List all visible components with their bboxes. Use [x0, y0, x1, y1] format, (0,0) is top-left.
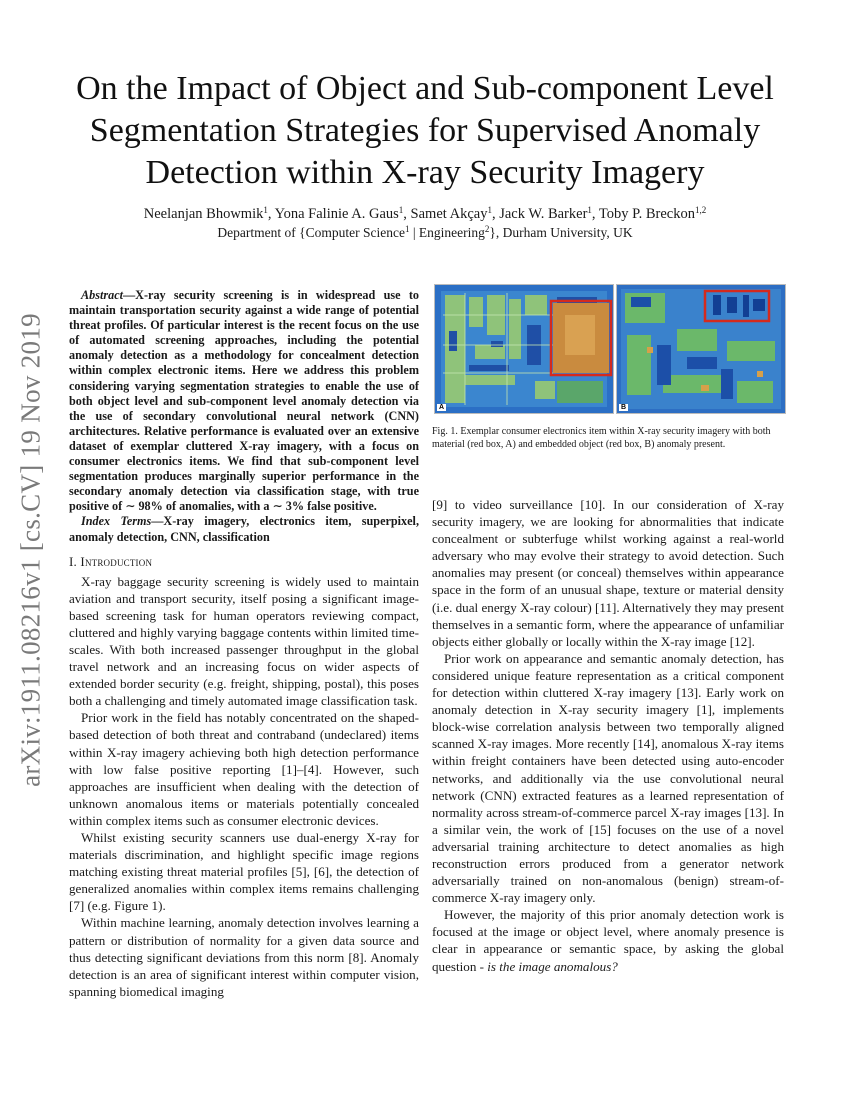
paper-title: On the Impact of Object and Sub-component Level Segmentation Strategies for Supervised Anomaly Detection within X-ray Security Imagery: [76, 70, 774, 191]
author-name: Toby P. Breckon: [598, 206, 695, 222]
author-name: Yona Falinie A. Gaus: [274, 206, 399, 222]
author-affiliation-mark: 1: [398, 205, 404, 215]
figure-1: [434, 284, 784, 414]
figure-caption: Fig. 1. Exemplar consumer electronics item within X-ray security imagery with both material (red box, A) and embedded object (red box, B) anomaly present.: [432, 426, 771, 450]
index-terms: [69, 514, 419, 544]
xray-electronics-image: [617, 285, 785, 413]
abstract: [69, 288, 419, 514]
author-affiliation-mark: 1: [487, 205, 492, 215]
right-column: [432, 496, 784, 975]
author-affiliation-mark: 1: [587, 205, 592, 215]
index-terms-text: —X-ray imagery, electronics item, superpixel, anomaly detection, CNN, classification: [69, 514, 419, 544]
body-paragraph: Within machine learning, anomaly detection involves learning a pattern or distribution of normality for a given data source and thus detecting significant deviations from this norm [8]. Anomaly detection is an area of significant interest within computer vision, spanning biomedical imaging: [69, 915, 419, 999]
body-paragraph: Prior work in the field has notably concentrated on the shaped-based detection of both threat and contraband (undeclared) items within X-ray imagery achieving both high detection performance with low false positive reporting [1]–[4]. However, such approaches are insufficient when dealing with the detection of unknown anomalous items or materials potentially concealed within complex items such as consumer electronic devices.: [69, 710, 419, 828]
index-terms-label: Index Terms: [81, 514, 152, 529]
arxiv-stamp[interactable]: [0, 300, 62, 800]
abstract-text: —X-ray security screening is in widespread use to maintain transportation security against a wide range of potential threat profiles. Of particular interest is the recent focus on the use of automated screening approaches, including the potential anomaly detection as a methodology for concealment detection within complex electronic items. Here we address this problem considering varying segmentation strategies to enable the use of both object level and sub-component level anomaly detection via the use of secondary convolutional neural network (CNN) architectures. Relative performance is evaluated over an extensive dataset of exemplar cluttered X-ray imagery, with a focus on consumer electronics items. We find that sub-component level segmentation produces marginally superior performance in the secondary anomaly detection via classification stage, with true positive of ∼ 98% of anomalies, with a ∼ 3% false positive.: [69, 288, 419, 514]
author-affiliation-mark: 1,2: [694, 205, 707, 215]
emphasized-question: is the image anomalous?: [487, 958, 618, 974]
xray-image-a: [434, 284, 614, 414]
left-column: [69, 288, 419, 1000]
panel-label-b: B: [621, 404, 627, 411]
abstract-label: Abstract: [81, 288, 123, 302]
body-paragraph: Prior work on appearance and semantic anomaly detection, has considered unique feature representation as a critical component for detection within cluttered X-ray imagery [13]. Early work on anomaly detection in X-ray security imagery [1], implements block-wise correlation analysis between two temporally aligned scanned X-ray images. More recently [14], anomalous X-ray items within freight containers have been detected using auto-encoder networks, and additionally via the use convolutional neural network (CNN) extracted features as a learned representation of normality across stream-of-commerce parcel X-ray images [13]. In a similar vein, the work of [15] focuses on the use of a novel adversarial training architecture to detect anomalies as high reconstruction errors produced from a generator network adversarially trained on non-anomalous (benign) stream-of-commerce X-ray imagery only.: [432, 650, 784, 906]
section-heading-introduction: I. Introduction: [69, 553, 153, 569]
author-name: Jack W. Barker: [499, 206, 588, 222]
xray-image-b: [616, 284, 786, 414]
body-paragraph: However, the majority of this prior anomaly detection work is focused at the image or object level, where anomaly presence is clear in appearance or semantic space, by asking the global question - is the image anomalous?: [432, 907, 784, 974]
body-paragraph: [9] to video surveillance [10]. In our consideration of X-ray security imagery, we are looking for abnormalities that indicate concealment or subterfuge whilst working against a real-world adversary who may evolve their strategy to avoid detection. Such anomalies may present (or conceal) themselves within appearance space in the form of an unusual shape, texture or material density (i.e. dual energy X-ray colour) [11]. Alternatively they may present themselves in a semantic form, where the appearance of unfamiliar objects either globally or locally within the X-ray image [12].: [432, 497, 784, 649]
affiliation: Department of {Computer Science$^1$ | Engineering$^2$}, Durham University, UK: [217, 224, 633, 240]
arxiv-identifier[interactable]: arXiv:1911.08216v1 [cs.CV] 19 Nov 2019: [15, 313, 46, 787]
xray-laptop-image: [435, 285, 613, 413]
author-name: Neelanjan Bhowmik: [143, 206, 264, 222]
author-affiliation-mark: 1: [263, 205, 268, 215]
panel-label-a: A: [439, 404, 445, 411]
body-paragraph: X-ray baggage security screening is widely used to maintain aviation and transport security, itself posing a significant image-based screening task for human operators reviewing compact, cluttered and highly varying baggage contents within limited time-scales. With both increased passenger throughput in the global travel network and an increasing focus on wider aspects of extended border security (e.g. freight, shipping, postal), this poses both a challenging and timely automated image classification task.: [69, 573, 419, 709]
author-name: Samet Akçay: [410, 206, 488, 222]
body-paragraph: Whilst existing security scanners use dual-energy X-ray for materials discrimination, and highlight specific image regions matching existing threat material profiles [5], [6], the detection of generalized anomalies within complex items remains challenging [7] (e.g. Figure 1).: [69, 830, 419, 914]
author-list: Neelanjan Bhowmik$^1$, Yona Falinie A. Gaus$^1$, Samet Akçay$^1$, Jack W. Barker$^1$, Toby P. Breckon$^{1,2}$: [143, 205, 707, 222]
